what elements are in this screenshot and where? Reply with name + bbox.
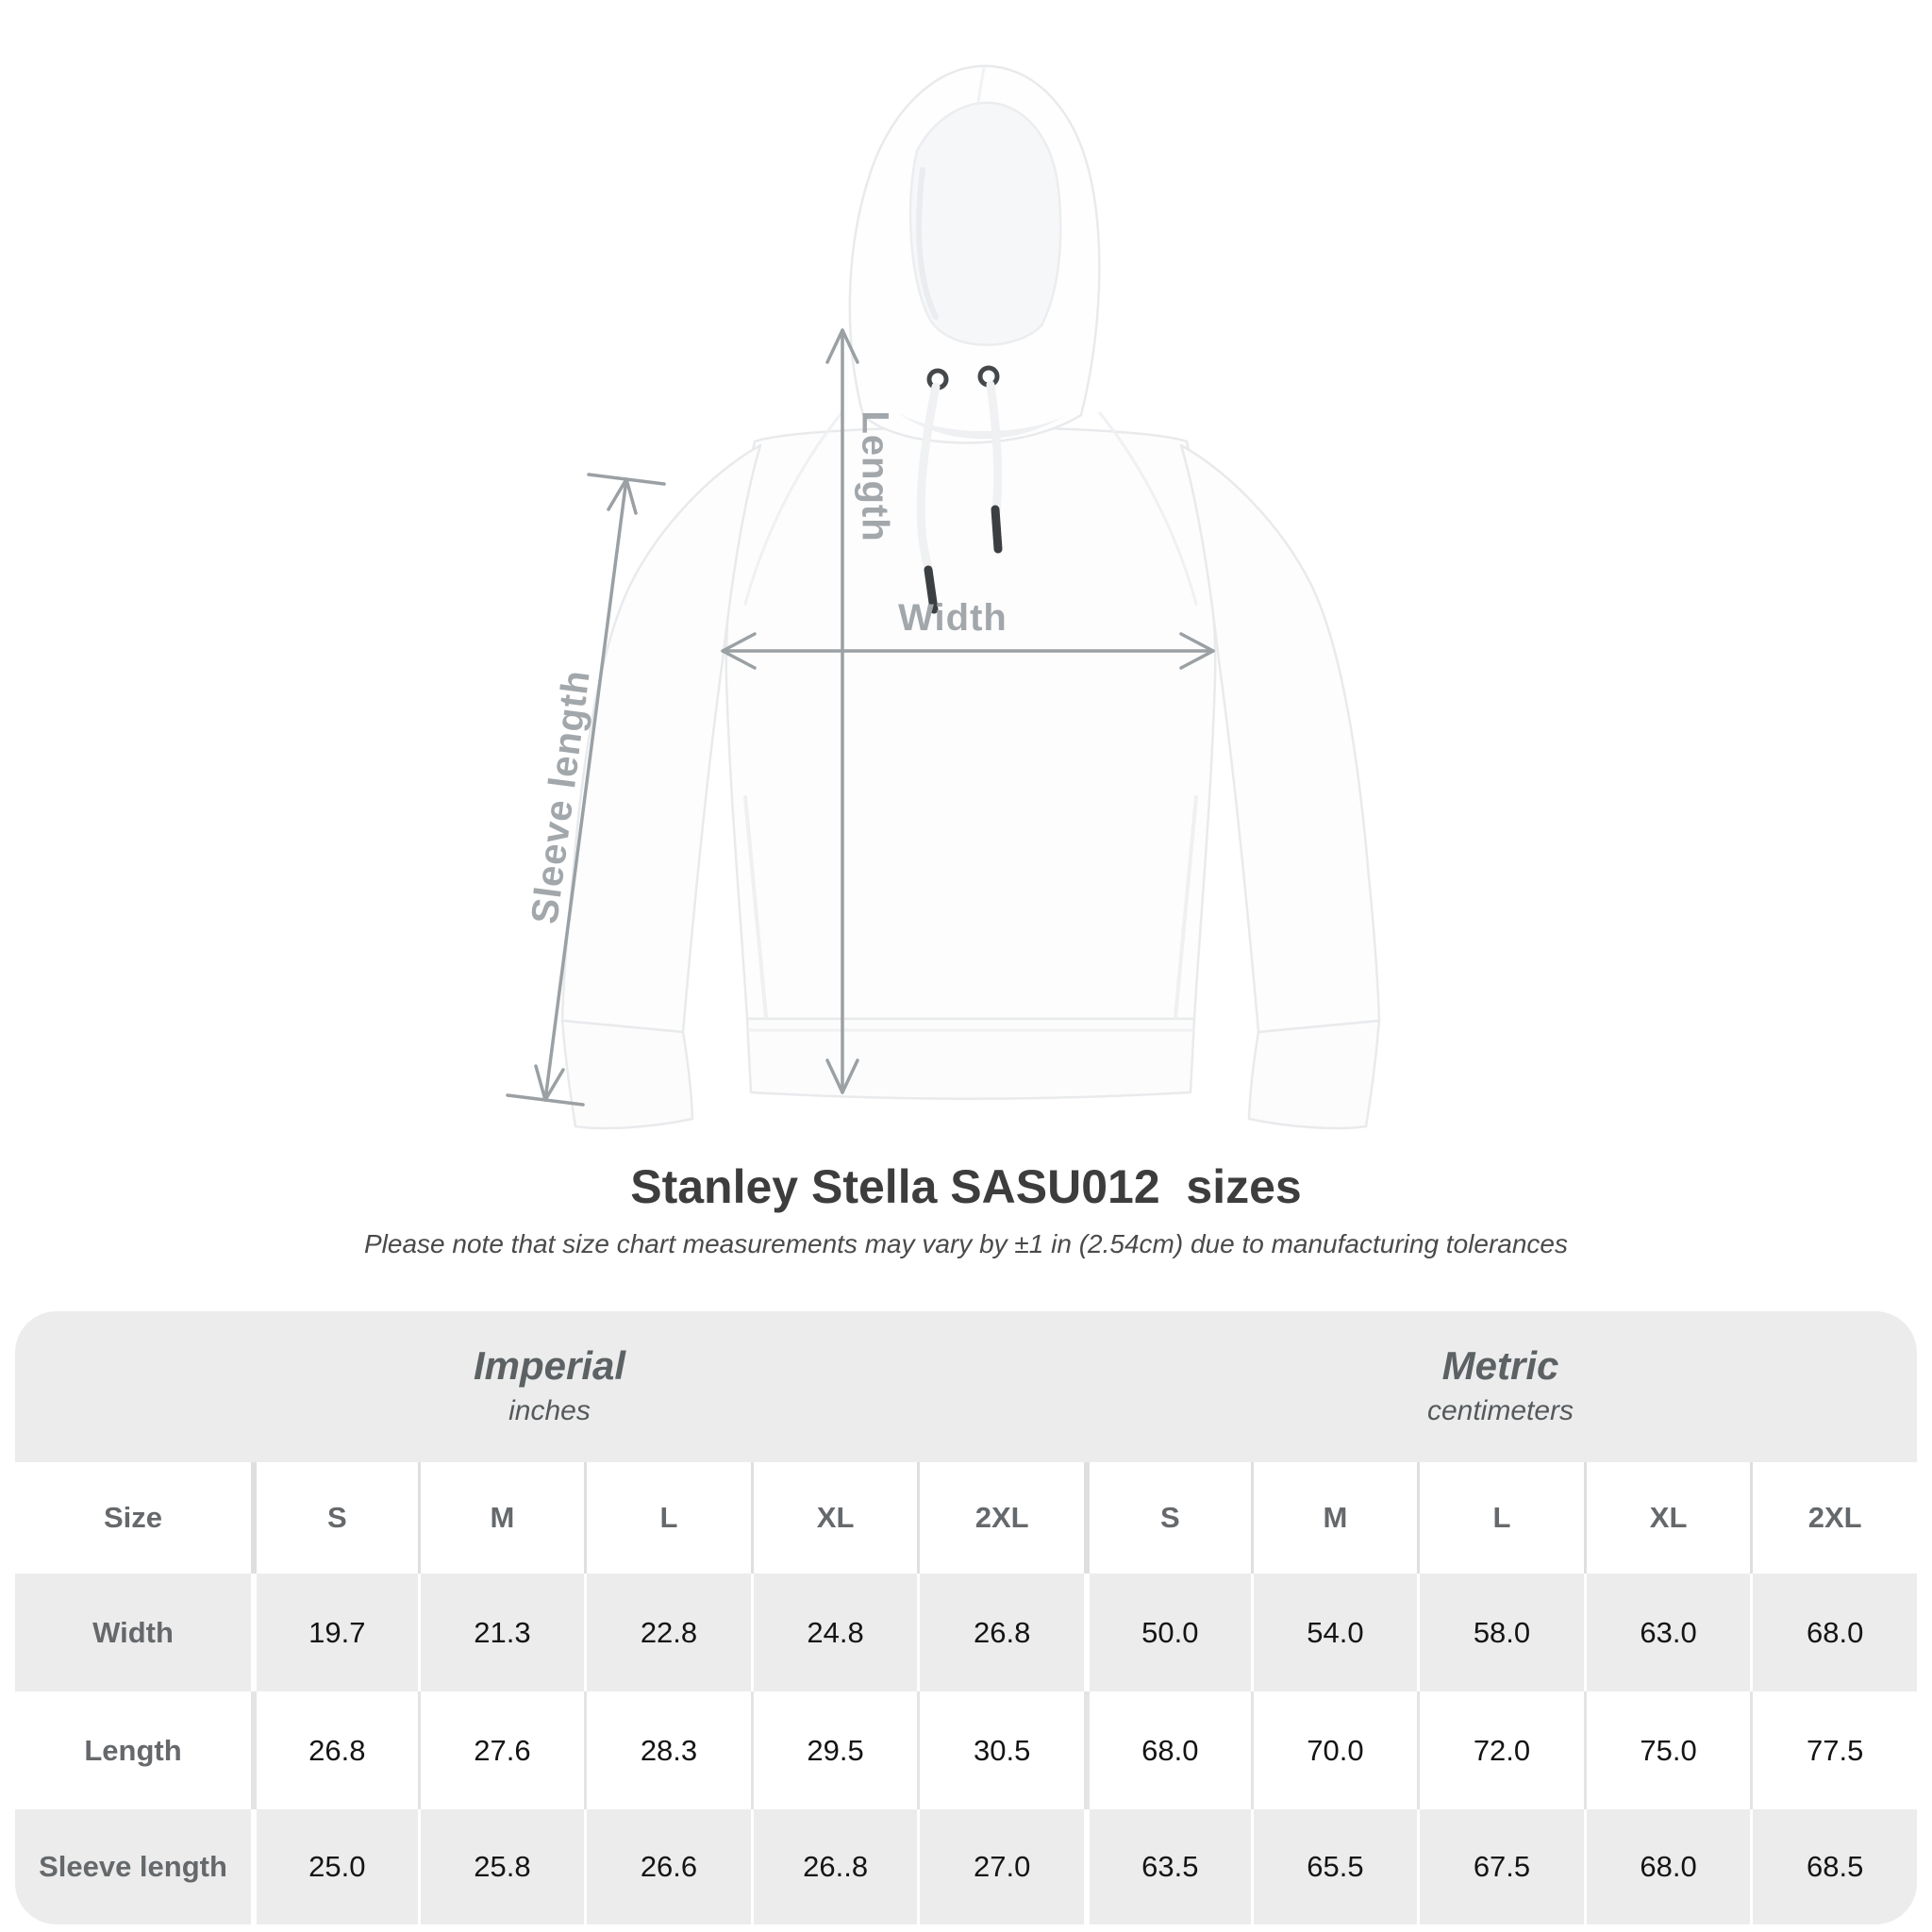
sleeve-length-arrow-label: Sleeve length (524, 667, 598, 926)
unit-header-band (15, 1311, 1917, 1462)
imperial-label: Imperial (473, 1343, 626, 1388)
sleeve-imperial-m: 25.8 (418, 1809, 585, 1924)
length-metric-s: 68.0 (1084, 1691, 1251, 1809)
imperial-unit-label: inches (508, 1395, 591, 1426)
row-label-sleeve-length: Sleeve length (39, 1850, 227, 1883)
width-metric-l: 58.0 (1417, 1574, 1584, 1691)
unit-group-imperial (15, 1311, 1084, 1462)
table-row-sleeve-length (15, 1809, 1917, 1924)
col-header-metric-s: S (1084, 1462, 1251, 1574)
hoodie-body (726, 427, 1215, 1019)
length-imperial-2xl: 30.5 (917, 1691, 1084, 1809)
sleeve-metric-2xl: 68.5 (1750, 1809, 1917, 1924)
col-header-metric-l: L (1417, 1462, 1584, 1574)
hoodie-left-cuff (562, 1021, 692, 1128)
col-header-metric-2xl: 2XL (1750, 1462, 1917, 1574)
hoodie-right-cuff (1249, 1021, 1379, 1128)
size-table (15, 1311, 1917, 1924)
width-metric-xl: 63.0 (1584, 1574, 1751, 1691)
width-imperial-m: 21.3 (418, 1574, 585, 1691)
size-header-cell: Size (103, 1501, 163, 1534)
width-metric-s: 50.0 (1084, 1574, 1251, 1691)
length-imperial-m: 27.6 (418, 1691, 585, 1809)
sleeve-imperial-2xl: 27.0 (917, 1809, 1084, 1924)
length-metric-l: 72.0 (1417, 1691, 1584, 1809)
page-title: Stanley Stella SASU012 sizes (630, 1160, 1302, 1213)
col-header-imperial-m: M (418, 1462, 585, 1574)
width-imperial-xl: 24.8 (751, 1574, 918, 1691)
row-label-length: Length (84, 1733, 182, 1767)
length-imperial-xl: 29.5 (751, 1691, 918, 1809)
length-imperial-s: 26.8 (251, 1691, 418, 1809)
width-imperial-s: 19.7 (251, 1574, 418, 1691)
col-header-metric-xl: XL (1584, 1462, 1751, 1574)
sleeve-metric-m: 65.5 (1251, 1809, 1418, 1924)
sleeve-imperial-l: 26.6 (584, 1809, 751, 1924)
metric-unit-label: centimeters (1426, 1395, 1574, 1426)
length-arrow-label: Length (854, 410, 896, 542)
width-imperial-2xl: 26.8 (917, 1574, 1084, 1691)
table-row-width (15, 1574, 1917, 1691)
sleeve-imperial-s: 25.0 (251, 1809, 418, 1924)
length-metric-m: 70.0 (1251, 1691, 1418, 1809)
length-metric-2xl: 77.5 (1750, 1691, 1917, 1809)
width-metric-m: 54.0 (1251, 1574, 1418, 1691)
sleeve-metric-l: 67.5 (1417, 1809, 1584, 1924)
metric-label: Metric (1441, 1343, 1559, 1388)
col-header-imperial-xl: XL (751, 1462, 918, 1574)
length-metric-xl: 75.0 (1584, 1691, 1751, 1809)
col-header-imperial-l: L (584, 1462, 751, 1574)
table-row-length (15, 1691, 1917, 1809)
row-label-width: Width (92, 1615, 174, 1649)
width-imperial-l: 22.8 (584, 1574, 751, 1691)
sleeve-imperial-xl: 26..8 (751, 1809, 918, 1924)
tolerance-note: Please note that size chart measurements may vary by ±1 in (2.54cm) due to manufacturing tolerances (364, 1229, 1568, 1258)
column-header-row (15, 1462, 1917, 1574)
length-imperial-l: 28.3 (584, 1691, 751, 1809)
sleeve-metric-s: 63.5 (1084, 1809, 1251, 1924)
col-header-imperial-s: S (251, 1462, 418, 1574)
col-header-metric-m: M (1251, 1462, 1418, 1574)
col-header-imperial-2xl: 2XL (917, 1462, 1084, 1574)
unit-group-metric (1084, 1311, 1917, 1462)
width-metric-2xl: 68.0 (1750, 1574, 1917, 1691)
width-arrow-label: Width (898, 597, 1008, 639)
aglet-right (995, 509, 998, 549)
sleeve-metric-xl: 68.0 (1584, 1809, 1751, 1924)
